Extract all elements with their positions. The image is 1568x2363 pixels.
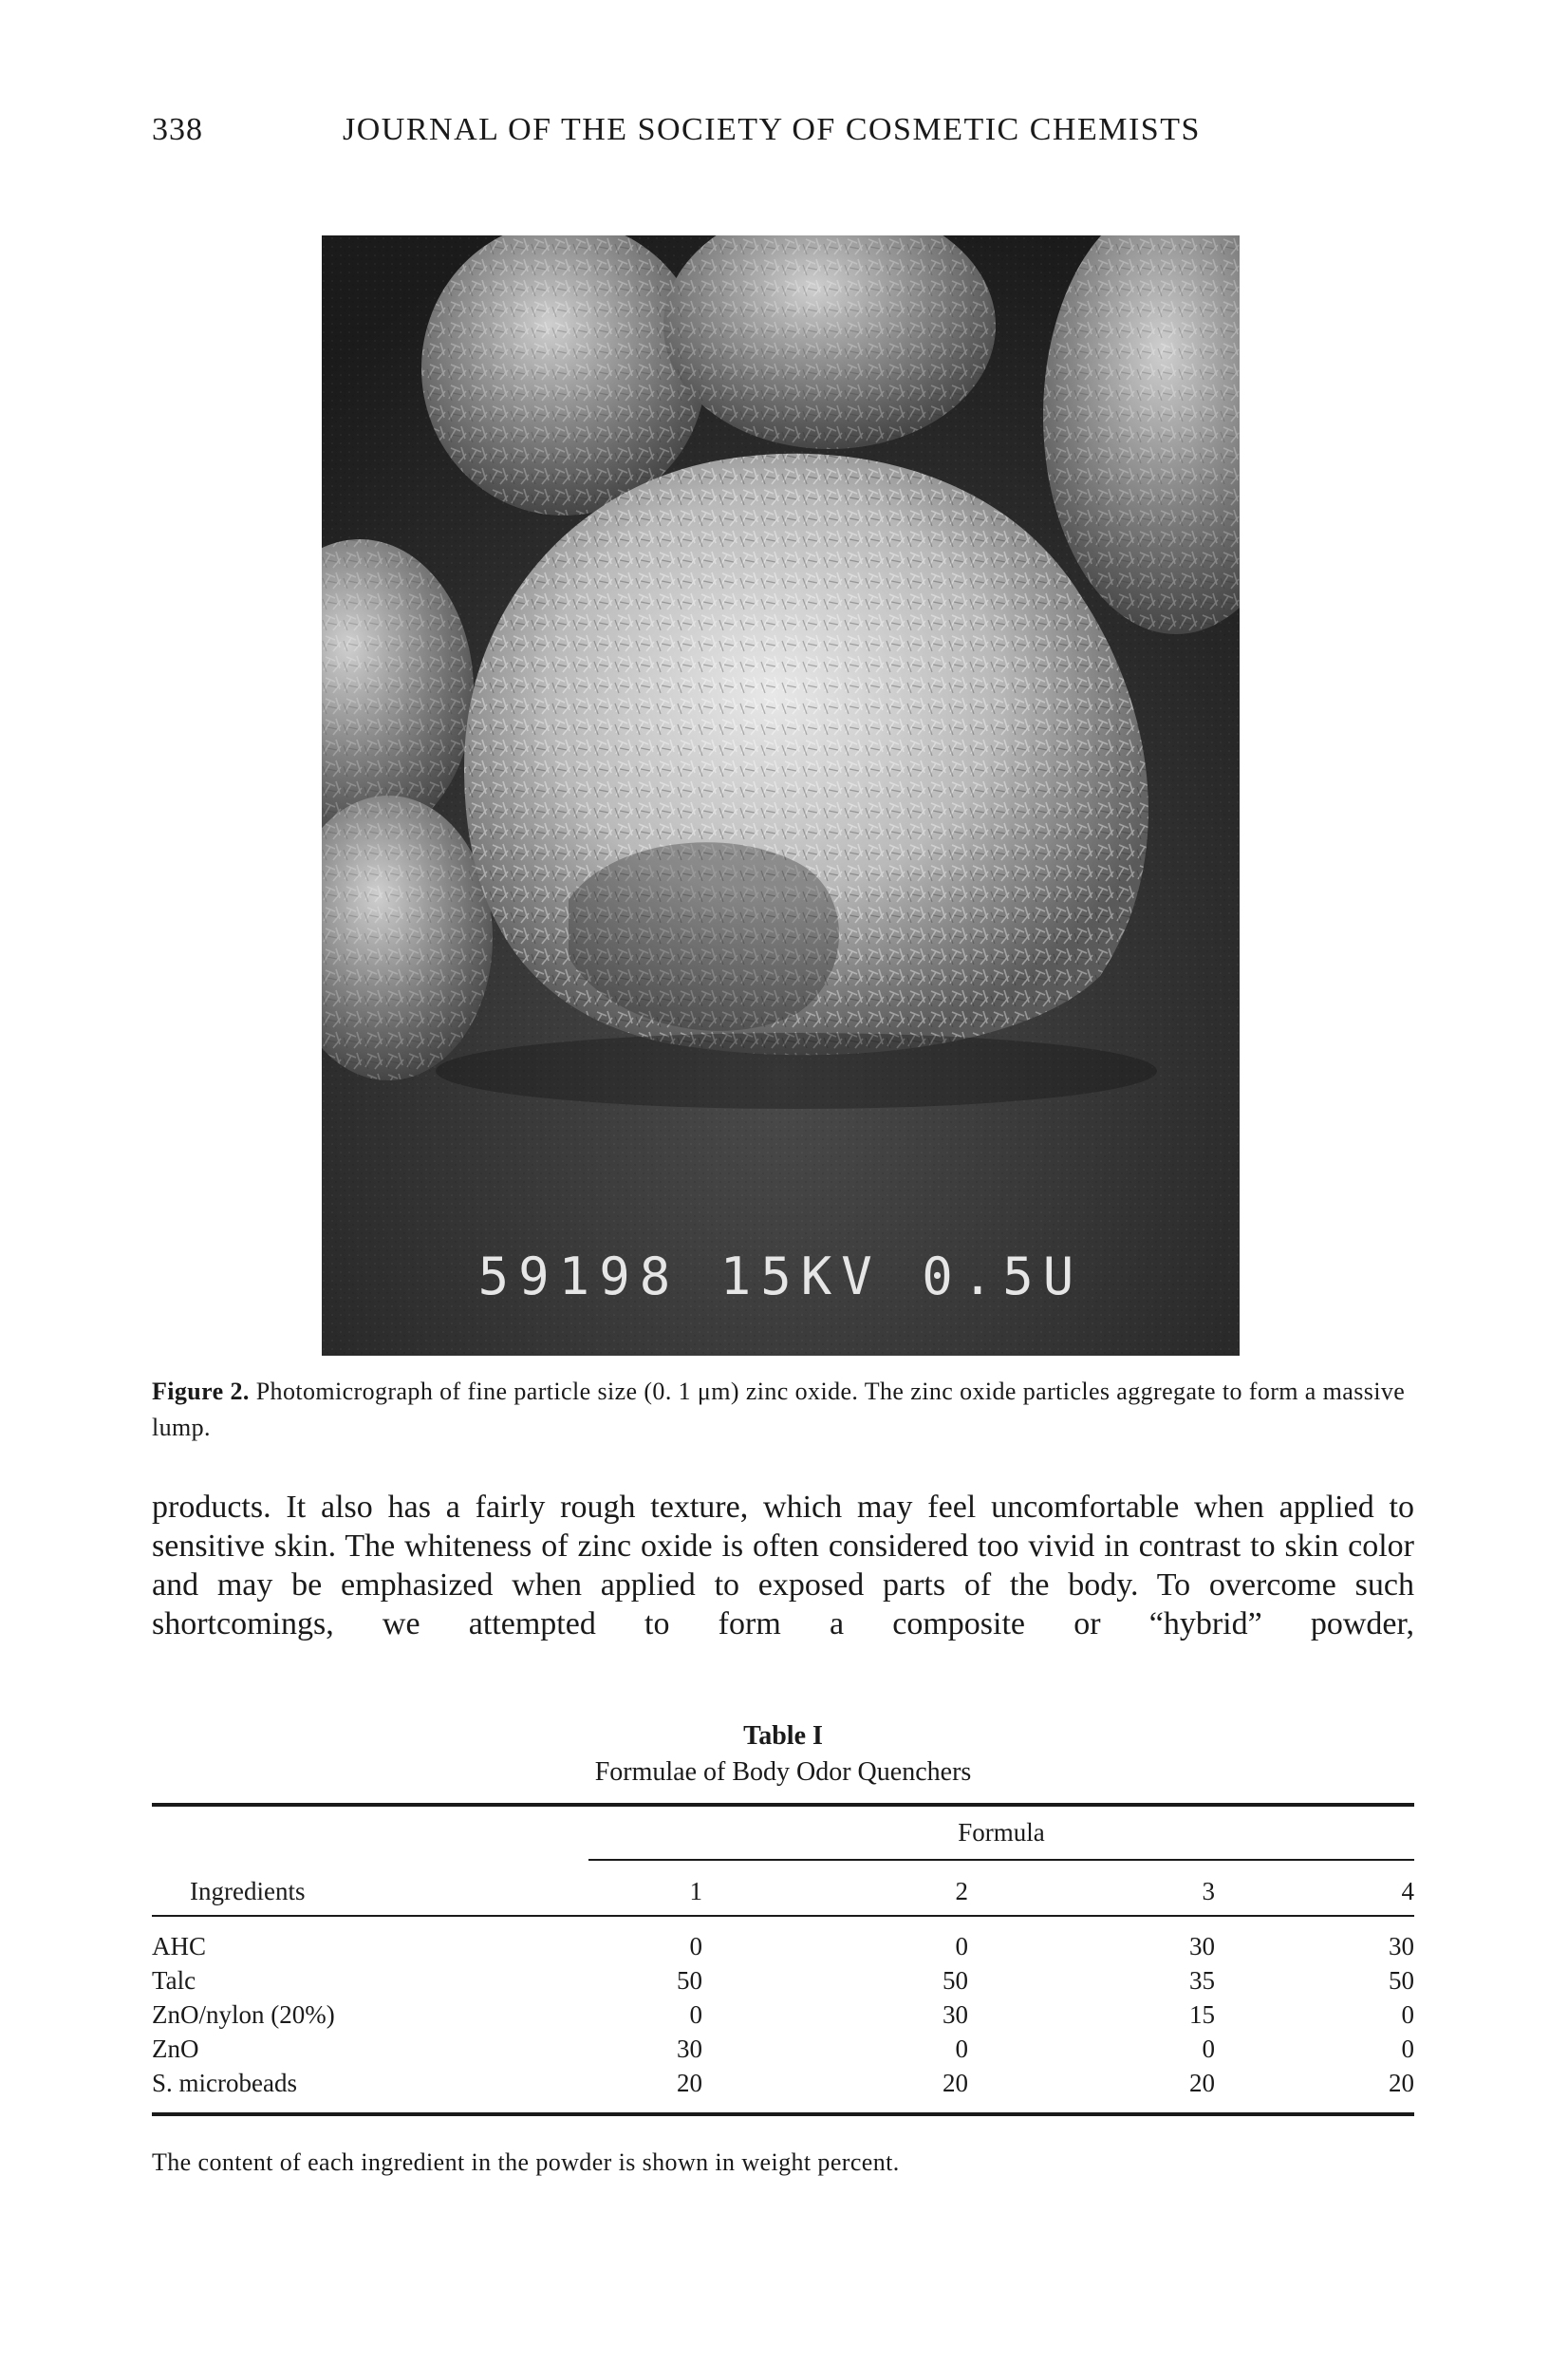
figure-caption (152, 1374, 1414, 1446)
table-row (152, 2066, 1414, 2100)
row-value-2: 50 (943, 1966, 968, 1995)
column-header-3: 3 (1202, 1877, 1215, 1905)
row-value-1: 0 (689, 1932, 702, 1960)
table-caption: Formulae of Body Odor Quenchers (594, 1757, 972, 1787)
row-value-3: 35 (1189, 1966, 1215, 1995)
row-value-4: 0 (1401, 2000, 1414, 2029)
row-value-2: 0 (955, 1932, 968, 1960)
row-ingredient-name: S. microbeads (152, 2069, 297, 2097)
page-number: 338 (152, 112, 203, 147)
table-footnote: The content of each ingredient in the powder is shown in weight percent. (152, 2148, 900, 2176)
table-row (152, 2032, 1414, 2066)
table-header-rule (152, 1915, 1414, 1917)
row-value-4: 50 (1389, 1966, 1414, 1995)
row-ingredient-name: AHC (152, 1932, 207, 1960)
figure-caption-label: Figure 2. (152, 1378, 250, 1405)
table-top-rule (152, 1803, 1414, 1807)
row-value-4: 20 (1389, 2069, 1414, 2097)
sem-photomicrograph (322, 235, 1240, 1356)
column-header-1: 1 (689, 1877, 702, 1905)
table-label: Table I (743, 1721, 823, 1751)
column-header-2: 2 (955, 1877, 968, 1905)
row-ingredient-name: Talc (152, 1966, 196, 1995)
column-header-4: 4 (1401, 1877, 1414, 1905)
row-value-3: 0 (1202, 2035, 1215, 2063)
row-ingredient-name: ZnO/nylon (20%) (152, 2000, 335, 2029)
row-value-2: 20 (943, 2069, 968, 2097)
row-ingredient-name: ZnO (152, 2035, 199, 2063)
row-value-1: 20 (677, 2069, 702, 2097)
row-value-2: 0 (955, 2035, 968, 2063)
row-value-4: 30 (1389, 1932, 1414, 1960)
photomicrograph-image (322, 235, 1240, 1356)
formula-group-header: Formula (958, 1818, 1045, 1847)
body-paragraph (152, 1488, 1414, 1643)
table-bottom-rule (152, 2112, 1414, 2116)
ingredients-header: Ingredients (190, 1877, 306, 1905)
row-value-3: 20 (1189, 2069, 1215, 2097)
table-title (152, 1718, 1414, 1791)
row-value-2: 30 (943, 2000, 968, 2029)
row-value-4: 0 (1401, 2035, 1414, 2063)
sem-scale-readout: 59198 15KV 0.5U (477, 1247, 1084, 1306)
row-value-1: 50 (677, 1966, 702, 1995)
row-value-1: 30 (677, 2035, 702, 2063)
body-paragraph-text: products. It also has a fairly rough texture, which may feel uncomfortable when applied to sensitive skin. The whiteness of zinc oxide is often considered too vivid in contrast to skin color and may be emphasized when applied to exposed parts of the body. To overcome such shortcomings, we attempted to form a composite or “hybrid” powder, (152, 1490, 1414, 1641)
row-value-1: 0 (689, 2000, 702, 2029)
table-column-header-row (152, 1874, 1414, 1908)
figure-caption-text: Photomicrograph of fine particle size (0. 1 μm) zinc oxide. The zinc oxide particles aggregate to form a massive lump. (152, 1378, 1406, 1441)
row-value-3: 15 (1189, 2000, 1215, 2029)
table-row (152, 1929, 1414, 1963)
formula-group-rule (588, 1859, 1414, 1861)
table-row (152, 1997, 1414, 2032)
row-value-3: 30 (1189, 1932, 1215, 1960)
table-row (152, 1963, 1414, 1997)
running-head: JOURNAL OF THE SOCIETY OF COSMETIC CHEMISTS (343, 112, 1201, 147)
